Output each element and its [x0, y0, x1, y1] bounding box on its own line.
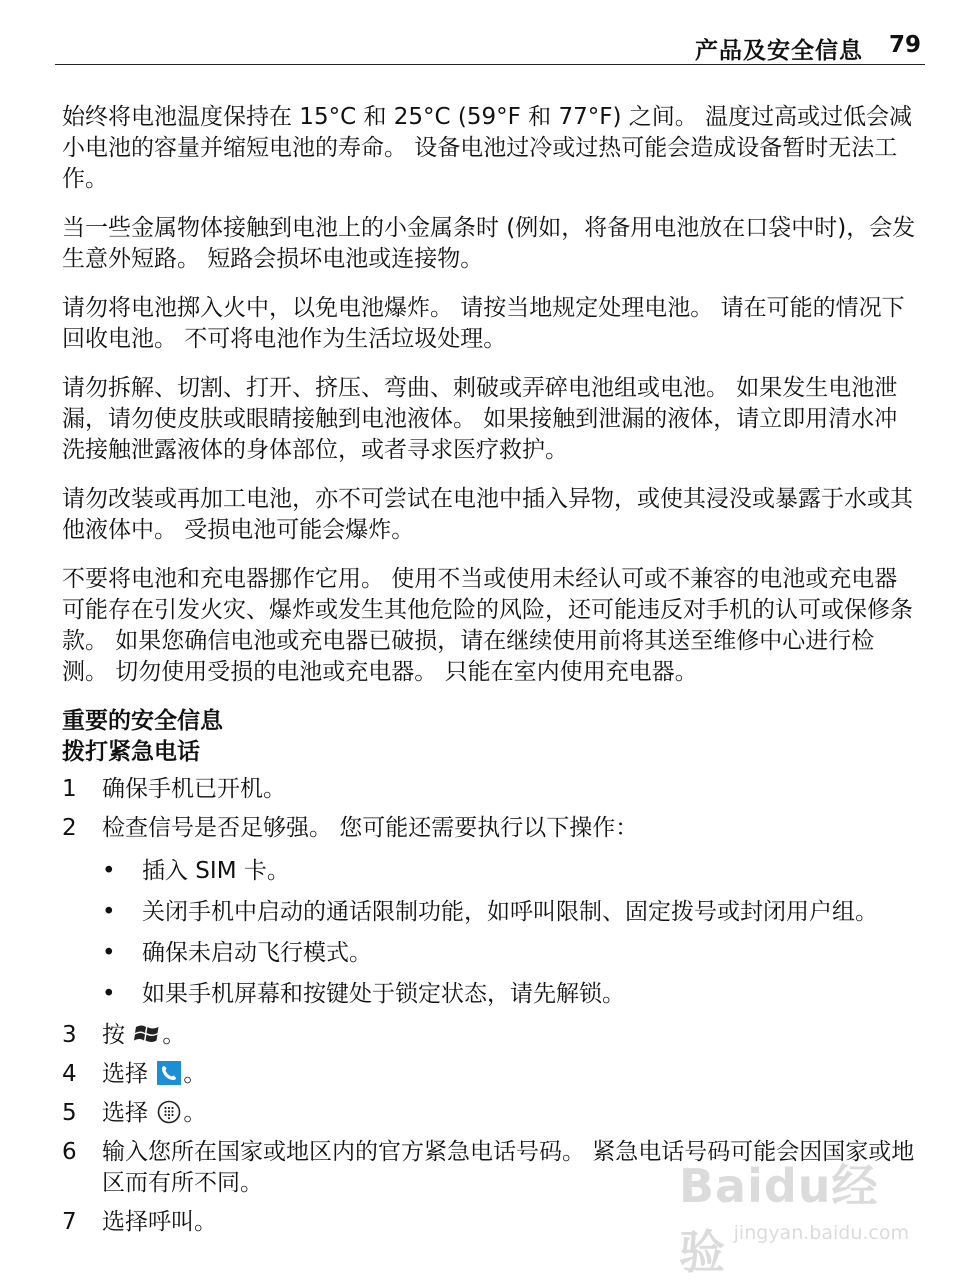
paragraph: 当一些金属物体接触到电池上的小金属条时 (例如，将备用电池放在口袋中时)，会发生意外短路。 短路会损坏电池或连接物。: [62, 215, 916, 272]
paragraph: 请勿将电池掷入火中，以免电池爆炸。 请按当地规定处理电池。 请在可能的情况下回收电池。 不可将电池作为生活垃圾处理。: [62, 295, 905, 352]
bullet-marker: •: [102, 899, 116, 925]
step-item: [62, 774, 920, 805]
bullet-text: 如果手机屏幕和按键处于锁定状态，请先解锁。: [142, 981, 625, 1007]
bullet-item: [62, 897, 920, 928]
step-text: 选择呼叫。: [102, 1209, 217, 1235]
subsection-title: 拨打紧急电话: [62, 739, 200, 765]
bullet-text: 插入 SIM 卡。: [142, 858, 290, 884]
step-number: 3: [62, 1022, 77, 1048]
step-text-prefix: 选择: [102, 1100, 156, 1126]
section-title: 重要的安全信息: [62, 708, 223, 734]
step-number: 1: [62, 776, 77, 802]
step-text: 确保手机已开机。: [102, 776, 286, 802]
step-number: 7: [62, 1209, 77, 1235]
paragraph: 不要将电池和充电器挪作它用。 使用不当或使用未经认可或不兼容的电池或充电器可能存在引发火灾、爆炸或发生其他危险的风险，还可能违反对手机的认可或保修条款。 如果您确信电池或充电器已破损，请在继续使用前将其送至维修中心进行检测。 切勿使用受损的电池或充电器。 只能在室内使用充电器。: [62, 566, 913, 685]
step-text: 输入您所在国家或地区内的官方紧急电话号码。 紧急电话号码可能会因国家或地区而有所不同。: [102, 1139, 915, 1196]
step-item: [62, 1098, 920, 1129]
step-text-suffix: 。: [183, 1061, 207, 1087]
step-number: 5: [62, 1100, 77, 1126]
paragraph: 始终将电池温度保持在 15°C 和 25°C (59°F 和 77°F) 之间。 温度过高或过低会减小电池的容量并缩短电池的寿命。 设备电池过冷或过热可能会造成设备暂时无法工作。: [62, 104, 913, 192]
watermark-url: jingyan.baidu.com: [733, 1222, 909, 1244]
bullet-marker: •: [102, 981, 116, 1007]
dialpad-icon: [157, 1100, 181, 1124]
bullet-marker: •: [102, 940, 116, 966]
bullet-text: 关闭手机中启动的通话限制功能，如呼叫限制、固定拨号或封闭用户组。: [142, 899, 878, 925]
page-header: [55, 30, 925, 65]
bullet-text: 确保未启动飞行模式。: [142, 940, 372, 966]
step-number: 2: [62, 815, 77, 841]
paragraph: 请勿拆解、切割、打开、挤压、弯曲、刺破或弄碎电池组或电池。 如果发生电池泄漏，请勿使皮肤或眼睛接触到电池液体。 如果接触到泄漏的液体，请立即用清水冲洗接触泄露液体的身体部位，或者寻求医疗救护。: [62, 375, 898, 463]
bullet-marker: •: [102, 858, 116, 884]
step-text: 检查信号是否足够强。 您可能还需要执行以下操作：: [102, 815, 639, 841]
step-number: 6: [62, 1139, 77, 1165]
bullet-item: [62, 979, 920, 1010]
step-number: 4: [62, 1061, 77, 1087]
baidu-watermark: [679, 1150, 919, 1279]
bullet-list: [62, 856, 920, 1010]
page-number: 79: [888, 32, 921, 58]
windows-start-icon: [134, 1022, 160, 1046]
paragraph: 请勿改装或再加工电池，亦不可尝试在电池中插入异物，或使其浸没或暴露于水或其他液体中。 受损电池可能会爆炸。: [62, 486, 913, 543]
bullet-item: [62, 856, 920, 887]
header-title: 产品及安全信息: [695, 38, 863, 64]
step-text-prefix: 按: [102, 1022, 133, 1048]
step-text-prefix: 选择: [102, 1061, 156, 1087]
step-item: [62, 813, 920, 844]
step-item: [62, 1020, 920, 1051]
step-item: [62, 1059, 920, 1090]
watermark-brand: Baidu经验: [679, 1159, 879, 1279]
bullet-item: [62, 938, 920, 969]
phone-tile-icon: [157, 1061, 181, 1085]
document-body: [62, 102, 920, 1246]
step-text-suffix: 。: [183, 1100, 207, 1126]
step-text-suffix: 。: [162, 1022, 186, 1048]
